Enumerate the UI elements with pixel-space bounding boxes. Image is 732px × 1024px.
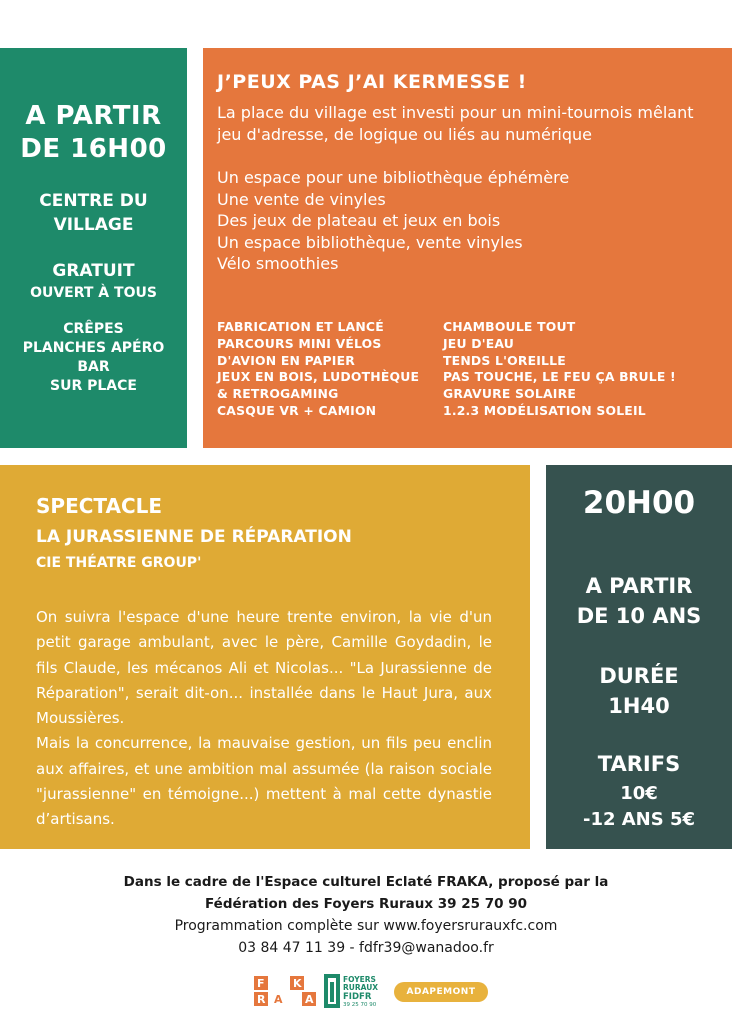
description-paragraph: On suivra l'espace d'une heure trente environ, la vie d'un petit garage ambulant, avec le père, Camille Goydadin, le fils Claude, les mécanos Ali et Nicolas... "La Jurassienne de Réparation", serait dit-on... installée dans le Haut Jura, aux Moussières. xyxy=(36,608,492,728)
duration xyxy=(546,661,732,721)
list-item: Vélo smoothies xyxy=(217,254,339,274)
price-reduced: -12 ANS 5€ xyxy=(582,809,696,830)
list-item: Des jeux de plateau et jeux en bois xyxy=(217,211,501,231)
location-line1: CENTRE DU xyxy=(39,191,148,211)
activity-item: TENDS L'OREILLE xyxy=(443,352,566,368)
description-paragraph: Mais la concurrence, la mauvaise gestion, un fils peu enclin aux affaires, et une ambition mal assumée (la raison sociale "jurassienne" en témoigne...) mettent à mal cette dynastie d’artisans. xyxy=(36,734,492,829)
spectacle-box xyxy=(0,465,530,849)
list-item: Un espace pour une bibliothèque éphémère xyxy=(217,168,570,187)
schedule-box xyxy=(0,48,187,448)
foyers-ruraux-logo xyxy=(324,974,390,1008)
age-line1: A PARTIR xyxy=(585,574,693,598)
kermesse-title: J’PEUX PAS J’AI KERMESSE ! xyxy=(217,71,527,93)
activity-item: FABRICATION ET LANCÉ xyxy=(217,319,384,334)
activity-item: JEU D'EAU xyxy=(443,335,515,351)
food-item: SUR PLACE xyxy=(50,378,137,394)
foyers-text: FOYERS xyxy=(343,975,376,984)
list-item: Un espace bibliothèque, vente vinyles xyxy=(217,232,523,252)
age-limit xyxy=(546,571,732,631)
spectacle-description xyxy=(36,605,492,833)
location-line2: VILLAGE xyxy=(53,215,134,235)
activity-item: & RETROGAMING xyxy=(217,386,339,402)
spectacle-company: CIE THÉATRE GROUP' xyxy=(36,555,202,571)
start-time xyxy=(0,100,187,166)
fraka-letter: R xyxy=(257,993,266,1006)
activity-item: CHAMBOULE TOUT xyxy=(443,319,576,334)
activities-left xyxy=(217,319,419,420)
fraka-letter: A xyxy=(274,993,283,1006)
spectacle-title: LA JURASSIENNE DE RÉPARATION xyxy=(36,527,352,547)
activity-item: 1.2.3 MODÉLISATION SOLEIL xyxy=(443,402,646,418)
activity-item: D'AVION EN PAPIER xyxy=(217,352,356,368)
partner-logos xyxy=(0,972,732,1012)
location xyxy=(0,189,187,237)
duration-label: DURÉE xyxy=(599,664,679,688)
adapemont-logo: ADAPEMONT xyxy=(394,982,488,1002)
fraka-letter: F xyxy=(257,977,265,990)
age-line2: DE 10 ANS xyxy=(576,604,702,628)
foyers-text: FIDFR xyxy=(343,992,372,1002)
food-item: PLANCHES APÉRO xyxy=(22,340,165,356)
fraka-logo xyxy=(252,974,318,1008)
spectacle-label: SPECTACLE xyxy=(36,494,163,518)
foyers-text: 39 25 70 90 xyxy=(343,1002,377,1008)
activity-item: JEUX EN BOIS, LUDOTHÈQUE xyxy=(217,369,420,385)
activity-item: CASQUE VR + CAMION xyxy=(217,402,377,418)
list-item: Une vente de vinyles xyxy=(217,189,386,209)
price-full: 10€ xyxy=(620,783,658,804)
foyers-text: RURAUX xyxy=(343,983,379,992)
prices-label: TARIFS xyxy=(597,752,681,776)
activity-item: PAS TOUCHE, LE FEU ÇA BRULE ! xyxy=(443,369,676,385)
kermesse-list xyxy=(217,167,569,275)
open-label: OUVERT À TOUS xyxy=(30,285,157,301)
info-box xyxy=(546,465,732,849)
food-item: BAR xyxy=(77,359,110,375)
fraka-letter: A xyxy=(305,993,314,1006)
activities-right xyxy=(443,319,676,420)
show-time: 20H00 xyxy=(582,485,696,521)
activity-item: GRAVURE SOLAIRE xyxy=(443,386,576,402)
footer xyxy=(0,871,732,959)
start-time-line2: DE 16H00 xyxy=(20,134,167,164)
kermesse-intro: La place du village est investi pour un mini-tournois mêlant jeu d'adresse, de logique ou liés au numérique xyxy=(217,103,694,144)
footer-line2: Fédération des Foyers Ruraux 39 25 70 90 xyxy=(205,896,527,912)
duration-value: 1H40 xyxy=(608,694,670,718)
fraka-letter: K xyxy=(293,977,302,990)
footer-contact[interactable]: 03 84 47 11 39 - fdfr39@wanadoo.fr xyxy=(238,940,494,956)
footer-line1: Dans le cadre de l'Espace culturel Eclaté FRAKA, proposé par la xyxy=(123,874,609,890)
start-time-line1: A PARTIR xyxy=(25,101,162,131)
food-item: CRÊPES xyxy=(63,321,124,337)
free-label: GRATUIT xyxy=(52,261,135,281)
kermesse-box xyxy=(203,48,732,448)
activity-item: PARCOURS MINI VÉLOS xyxy=(217,335,382,351)
footer-website[interactable]: Programmation complète sur www.foyersrurauxfc.com xyxy=(174,918,558,934)
food-list xyxy=(0,320,187,396)
